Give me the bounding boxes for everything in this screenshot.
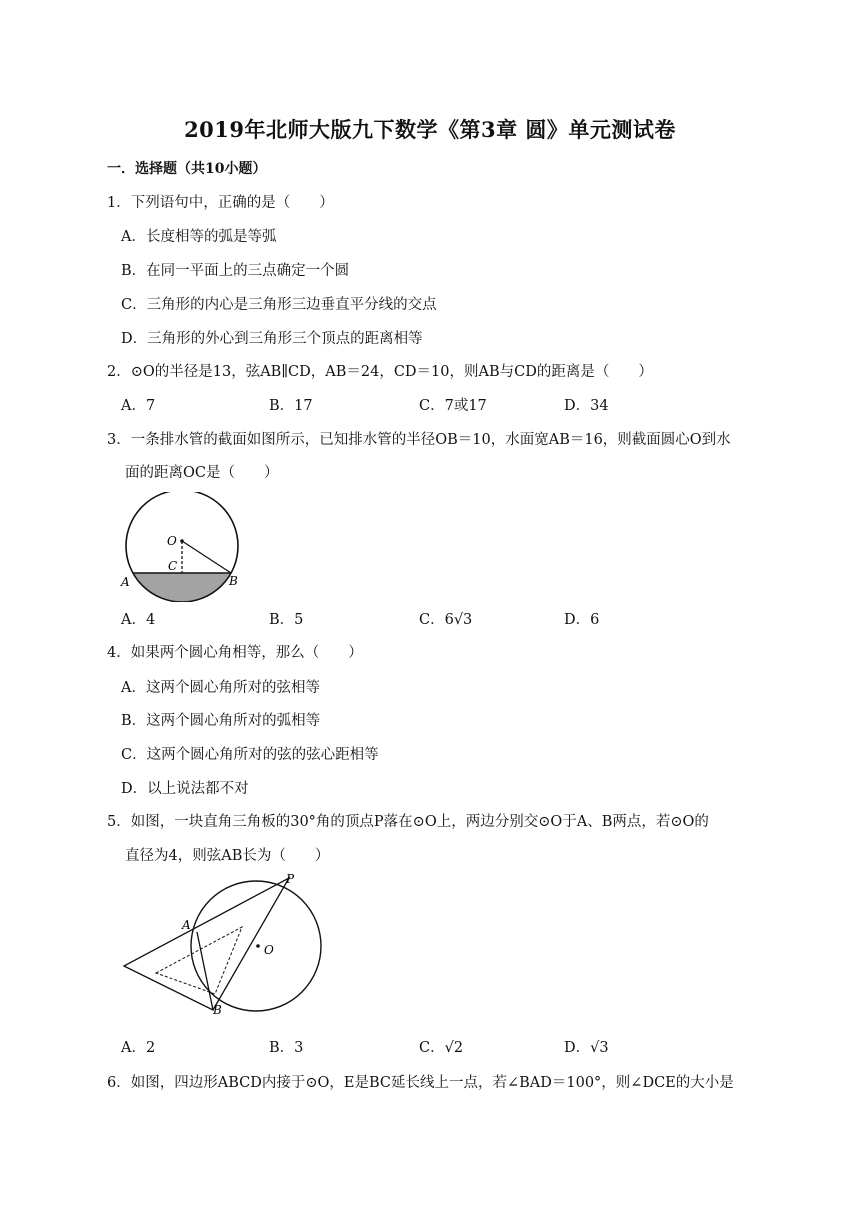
q1-stem: 1．下列语句中，正确的是（ ） <box>107 195 334 211</box>
q4-option-b: B．这两个圆心角所对的弧相等 <box>121 713 321 729</box>
q5-center-dot <box>256 944 260 948</box>
q4-option-d: D．以上说法都不对 <box>121 781 249 797</box>
q1-option-c: C．三角形的内心是三角形三边垂直平分线的交点 <box>121 297 437 313</box>
q3-label-a: A <box>121 575 130 589</box>
q4-stem: 4．如果两个圆心角相等，那么（ ） <box>107 645 363 661</box>
q5-label-o: O <box>264 943 274 957</box>
q4-option-c: C．这两个圆心角所对的弦的弦心距相等 <box>121 747 379 763</box>
q5-label-b: B <box>213 1003 222 1017</box>
q3-segment-ob <box>182 541 231 573</box>
q5-option-d: D．√3 <box>564 1040 609 1056</box>
q5-stem-line2: 直径为4，则弦AB长为（ ） <box>125 848 330 864</box>
q3-option-a: A．4 <box>121 612 156 628</box>
q5-label-a: A <box>182 918 191 932</box>
q1-option-a: A．长度相等的弧是等弧 <box>121 229 277 245</box>
q3-option-d: D．6 <box>564 612 600 628</box>
q5-option-c: C．√2 <box>419 1040 464 1056</box>
q5-set-square-inner <box>156 927 242 994</box>
q5-option-a: A．2 <box>121 1040 156 1056</box>
q2-option-c: C．7或17 <box>419 398 487 414</box>
q4-option-a: A．这两个圆心角所对的弦相等 <box>121 680 320 696</box>
q2-option-b: B．17 <box>269 398 313 414</box>
q2-stem: 2．⊙O的半径是13，弦AB∥CD，AB＝24，CD＝10，则AB与CD的距离是（ ） <box>107 364 653 380</box>
q3-stem-line1: 3．一条排水管的截面如图所示，已知排水管的半径OB＝10，水面宽AB＝16，则截面圆心O到水 <box>107 432 731 448</box>
section-heading: 一．选择题（共10小题） <box>107 161 267 177</box>
q3-option-b: B．5 <box>269 612 304 628</box>
q2-option-d: D．34 <box>564 398 609 414</box>
q3-center-dot <box>180 539 184 543</box>
q3-pipe-figure <box>112 492 252 602</box>
q1-option-d: D．三角形的外心到三角形三个顶点的距离相等 <box>121 331 423 347</box>
q5-circle <box>191 881 321 1011</box>
q3-option-c: C．6√3 <box>419 612 473 628</box>
q5-option-b: B．3 <box>269 1040 304 1056</box>
page-title: 2019年北师大版九下数学《第3章 圆》单元测试卷 <box>184 117 676 142</box>
q5-label-p: P <box>286 872 295 886</box>
q3-stem-line2: 面的距离OC是（ ） <box>125 465 279 481</box>
q2-option-a: A．7 <box>121 398 156 414</box>
q5-stem-line1: 5．如图，一块直角三角板的30°角的顶点P落在⊙O上，两边分别交⊙O于A、B两点，若⊙O的 <box>107 814 709 830</box>
q1-option-b: B．在同一平面上的三点确定一个圆 <box>121 263 350 279</box>
q6-stem: 6．如图，四边形ABCD内接于⊙O，E是BC延长线上一点，若∠BAD＝100°，则∠DCE的大小是 <box>107 1075 734 1091</box>
q3-label-c: C <box>168 559 178 573</box>
q5-triangle-figure <box>118 868 328 1020</box>
q3-label-o: O <box>167 534 177 548</box>
q3-label-b: B <box>229 574 238 588</box>
